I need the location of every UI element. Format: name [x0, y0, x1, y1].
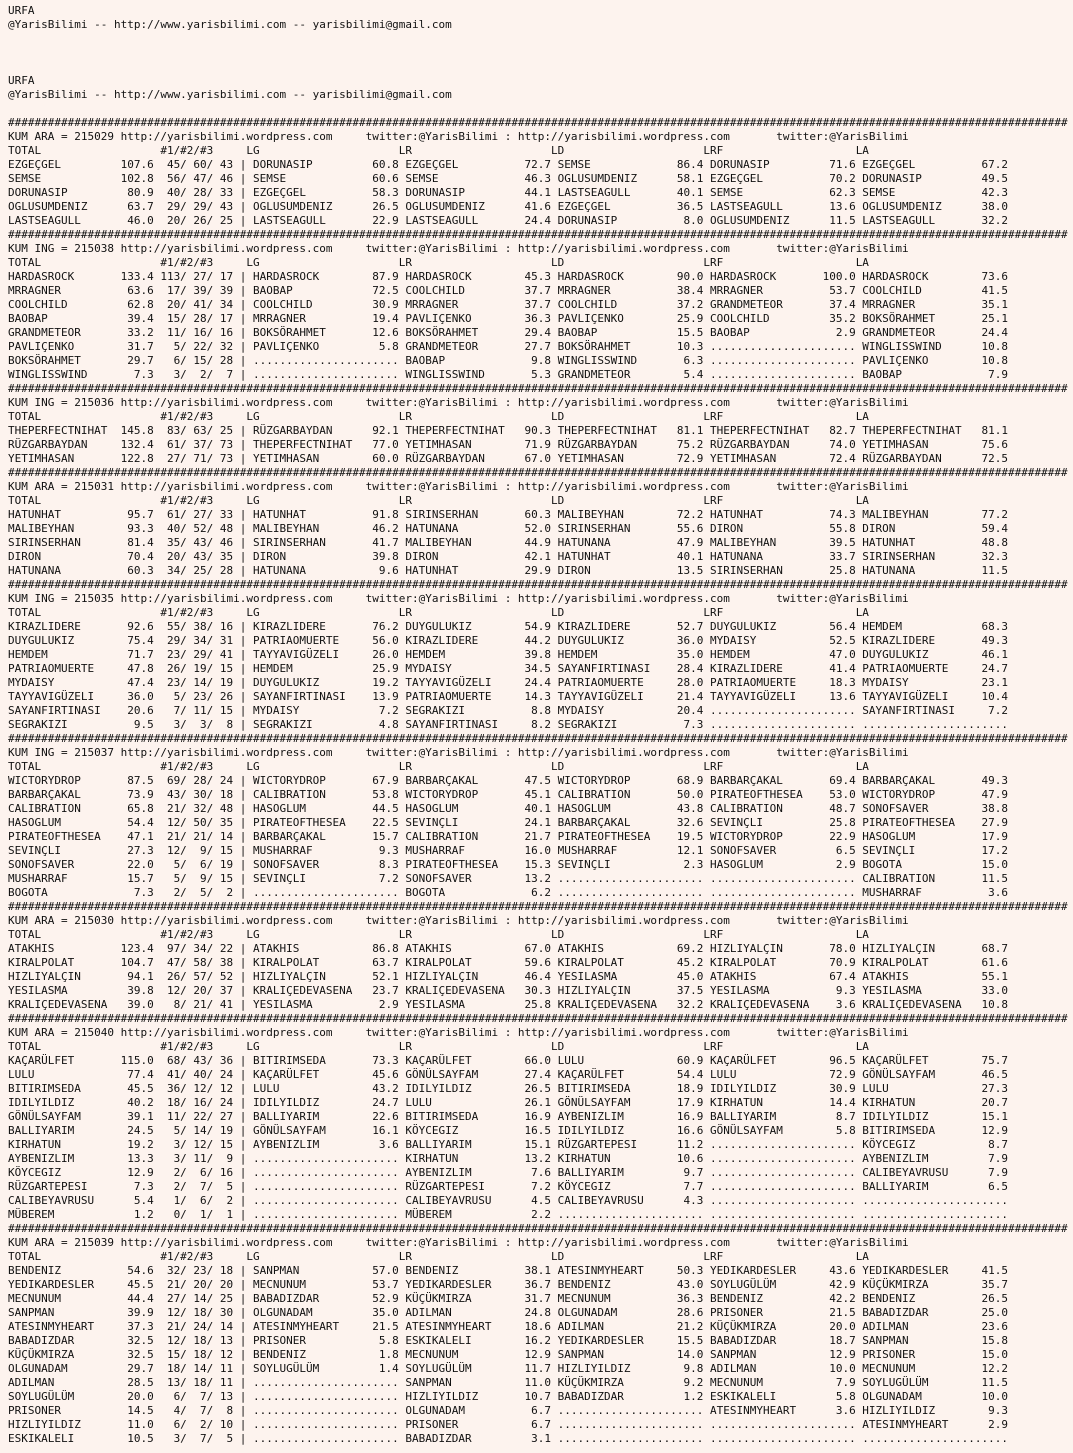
column-header-line: TOTAL #1/#2/#3 LG LR LD LRF LA	[8, 760, 869, 773]
column-header-line: TOTAL #1/#2/#3 LG LR LD LRF LA	[8, 494, 869, 507]
table-row: HATUNHAT 95.7 61/ 27/ 33 | HATUNHAT 91.8 SIRINSERHAN 60.3 MALIBEYHAN 72.2 HATUNHAT 74.3 MALIBEYHAN 77.2	[8, 508, 1009, 521]
separator-line: ################################################################################################################################################################	[8, 1222, 1068, 1235]
table-row: RÜZGARTEPESI 7.3 2/ 7/ 5 | ...................... RÜZGARTEPESI 7.2 KÖYCEGIZ 7.7 ...................... BALLIYARIM 6.5	[8, 1180, 1009, 1193]
table-row: WINGLISSWIND 7.3 3/ 2/ 7 | ...................... WINGLISSWIND 5.3 GRANDMETEOR 5.4 ...................... BAOBAP 7.9	[8, 368, 1009, 381]
table-row: PAVLIÇENKO 31.7 5/ 22/ 32 | PAVLIÇENKO 5.8 GRANDMETEOR 27.7 BOKSÖRAHMET 10.3 ...................... WINGLISSWIND 10.8	[8, 340, 1009, 353]
table-row: LULU 77.4 41/ 40/ 24 | KAÇARÜLFET 45.6 GÖNÜLSAYFAM 27.4 KAÇARÜLFET 54.4 LULU 72.9 GÖNÜLSAYFAM 46.5	[8, 1068, 1009, 1081]
table-row: IDILYILDIZ 40.2 18/ 16/ 24 | IDILYILDIZ 24.7 LULU 26.1 GÖNÜLSAYFAM 17.9 KIRHATUN 14.4 KIRHATUN 20.7	[8, 1096, 1009, 1109]
blank-line	[8, 46, 1068, 60]
table-row: MYDAISY 47.4 23/ 14/ 19 | DUYGULUKIZ 19.2 TAYYAVIGÜZELI 24.4 PATRIAOMUERTE 28.0 PATRIAOMUERTE 18.3 MYDAISY 23.1	[8, 676, 1009, 689]
separator-line: ################################################################################################################################################################	[8, 578, 1068, 591]
table-row: SANPMAN 39.9 12/ 18/ 30 | OLGUNADAM 35.0 ADILMAN 24.8 OLGUNADAM 28.6 PRISONER 21.5 BABADIZDAR 25.0	[8, 1306, 1009, 1319]
table-row: MÜBEREM 1.2 0/ 1/ 1 | ...................... MÜBEREM 2.2 ...................... ...................... ......................	[8, 1208, 1009, 1221]
table-row: DUYGULUKIZ 75.4 29/ 34/ 31 | PATRIAOMUERTE 56.0 KIRAZLIDERE 44.2 DUYGULUKIZ 36.0 MYDAISY 52.5 KIRAZLIDERE 49.3	[8, 634, 1009, 647]
table-row: YETIMHASAN 122.8 27/ 71/ 73 | YETIMHASAN 60.0 RÜZGARBAYDAN 67.0 YETIMHASAN 72.9 YETIMHASAN 72.4 RÜZGARBAYDAN 72.5	[8, 452, 1009, 465]
table-row: SEVINÇLI 27.3 12/ 9/ 15 | MUSHARRAF 9.3 MUSHARRAF 16.0 MUSHARRAF 12.1 SONOFSAVER 6.5 SEVINÇLI 17.2	[8, 844, 1009, 857]
table-row: BABADIZDAR 32.5 12/ 18/ 13 | PRISONER 5.8 ESKIKALELI 16.2 YEDIKARDESLER 15.5 BABADIZDAR 18.7 SANPMAN 15.8	[8, 1334, 1009, 1347]
race-header-line: KUM ING = 215035 http://yarisbilimi.wordpress.com twitter:@YarisBilimi : http://yarisbilimi.wordpress.com twitter:@YarisBilimi	[8, 592, 909, 605]
column-header-line: TOTAL #1/#2/#3 LG LR LD LRF LA	[8, 606, 869, 619]
table-row: SEGRAKIZI 9.5 3/ 3/ 8 | SEGRAKIZI 4.8 SAYANFIRTINASI 8.2 SEGRAKIZI 7.3 ...................... ......................	[8, 718, 1009, 731]
table-row: HIZLIYALÇIN 94.1 26/ 57/ 52 | HIZLIYALÇIN 52.1 HIZLIYALÇIN 46.4 YESILASMA 45.0 ATAKHIS 67.4 ATAKHIS 55.1	[8, 970, 1009, 983]
table-row: OGLUSUMDENIZ 63.7 29/ 29/ 43 | OGLUSUMDENIZ 26.5 OGLUSUMDENIZ 41.6 EZGEÇGEL 36.5 LASTSEAGULL 13.6 OGLUSUMDENIZ 38.0	[8, 200, 1009, 213]
race-header-line: KUM ARA = 215031 http://yarisbilimi.wordpress.com twitter:@YarisBilimi : http://yarisbilimi.wordpress.com twitter:@YarisBilimi	[8, 480, 909, 493]
table-row: BARBARÇAKAL 73.9 43/ 30/ 18 | CALIBRATION 53.8 WICTORYDROP 45.1 CALIBRATION 50.0 PIRATEOFTHESEA 53.0 WICTORYDROP 47.9	[8, 788, 1009, 801]
table-row: KÖYCEGIZ 12.9 2/ 6/ 16 | ...................... AYBENIZLIM 7.6 BALLIYARIM 9.7 ...................... CALIBEYAVRUSU 7.9	[8, 1166, 1009, 1179]
separator-line: ################################################################################################################################################################	[8, 228, 1068, 241]
race-header-line: KUM ARA = 215029 http://yarisbilimi.wordpress.com twitter:@YarisBilimi : http://yarisbilimi.wordpress.com twitter:@YarisBilimi	[8, 130, 909, 143]
table-row: BENDENIZ 54.6 32/ 23/ 18 | SANPMAN 57.0 BENDENIZ 38.1 ATESINMYHEART 50.3 YEDIKARDESLER 43.6 YEDIKARDESLER 41.5	[8, 1264, 1009, 1277]
table-row: LASTSEAGULL 46.0 20/ 26/ 25 | LASTSEAGULL 22.9 LASTSEAGULL 24.4 DORUNASIP 8.0 OGLUSUMDENIZ 11.5 LASTSEAGULL 32.2	[8, 214, 1009, 227]
blank-line	[8, 102, 1068, 116]
table-row: SAYANFIRTINASI 20.6 7/ 11/ 15 | MYDAISY 7.2 SEGRAKIZI 8.8 MYDAISY 20.4 ...................... SAYANFIRTINASI 7.2	[8, 704, 1009, 717]
table-row: ATAKHIS 123.4 97/ 34/ 22 | ATAKHIS 86.8 ATAKHIS 67.0 ATAKHIS 69.2 HIZLIYALÇIN 78.0 HIZLIYALÇIN 68.7	[8, 942, 1009, 955]
table-row: WICTORYDROP 87.5 69/ 28/ 24 | WICTORYDROP 67.9 BARBARÇAKAL 47.5 WICTORYDROP 68.9 BARBARÇAKAL 69.4 BARBARÇAKAL 49.3	[8, 774, 1009, 787]
text-line: @YarisBilimi -- http://www.yarisbilimi.com -- yarisbilimi@gmail.com	[8, 88, 452, 101]
table-row: AYBENIZLIM 13.3 3/ 11/ 9 | ...................... KIRHATUN 13.2 KIRHATUN 10.6 ...................... AYBENIZLIM 7.9	[8, 1152, 1009, 1165]
table-row: BOKSÖRAHMET 29.7 6/ 15/ 28 | ...................... BAOBAP 9.8 WINGLISSWIND 6.3 ...................... PAVLIÇENKO 10.8	[8, 354, 1009, 367]
table-row: CALIBRATION 65.8 21/ 32/ 48 | HASOGLUM 44.5 HASOGLUM 40.1 HASOGLUM 43.8 CALIBRATION 48.7 SONOFSAVER 38.8	[8, 802, 1009, 815]
table-row: MECNUNUM 44.4 27/ 14/ 25 | BABADIZDAR 52.9 KÜÇÜKMIRZA 31.7 MECNUNUM 36.3 BENDENIZ 42.2 BENDENIZ 26.5	[8, 1292, 1009, 1305]
table-row: HARDASROCK 133.4 113/ 27/ 17 | HARDASROCK 87.9 HARDASROCK 45.3 HARDASROCK 90.0 HARDASROCK 100.0 HARDASROCK 73.6	[8, 270, 1009, 283]
table-row: SEMSE 102.8 56/ 47/ 46 | SEMSE 60.6 SEMSE 46.3 OGLUSUMDENIZ 58.1 EZGEÇGEL 70.2 DORUNASIP 49.5	[8, 172, 1009, 185]
race-header-line: KUM ING = 215036 http://yarisbilimi.wordpress.com twitter:@YarisBilimi : http://yarisbilimi.wordpress.com twitter:@YarisBilimi	[8, 396, 909, 409]
column-header-line: TOTAL #1/#2/#3 LG LR LD LRF LA	[8, 928, 869, 941]
table-row: MALIBEYHAN 93.3 40/ 52/ 48 | MALIBEYHAN 46.2 HATUNANA 52.0 SIRINSERHAN 55.6 DIRON 55.8 DIRON 59.4	[8, 522, 1009, 535]
table-row: HIZLIYILDIZ 11.0 6/ 2/ 10 | ...................... PRISONER 6.7 ...................... ...................... ATESINMYHEART 2.9	[8, 1418, 1009, 1431]
column-header-line: TOTAL #1/#2/#3 LG LR LD LRF LA	[8, 1040, 869, 1053]
table-row: KIRAZLIDERE 92.6 55/ 38/ 16 | KIRAZLIDERE 76.2 DUYGULUKIZ 54.9 KIRAZLIDERE 52.7 DUYGULUKIZ 56.4 HEMDEM 68.3	[8, 620, 1009, 633]
separator-line: ################################################################################################################################################################	[8, 382, 1068, 395]
table-row: TAYYAVIGÜZELI 36.0 5/ 23/ 26 | SAYANFIRTINASI 13.9 PATRIAOMUERTE 14.3 TAYYAVIGÜZELI 21.4 TAYYAVIGÜZELI 13.6 TAYYAVIGÜZELI 10.4	[8, 690, 1009, 703]
race-header-line: KUM ING = 215038 http://yarisbilimi.wordpress.com twitter:@YarisBilimi : http://yarisbilimi.wordpress.com twitter:@YarisBilimi	[8, 242, 909, 255]
text-line: URFA	[8, 74, 35, 87]
separator-line: ################################################################################################################################################################	[8, 900, 1068, 913]
table-row: PRISONER 14.5 4/ 7/ 8 | ...................... OLGUNADAM 6.7 ...................... ATESINMYHEART 3.6 HIZLIYILDIZ 9.3	[8, 1404, 1009, 1417]
table-row: SOYLUGÜLÜM 20.0 6/ 7/ 13 | ...................... HIZLIYILDIZ 10.7 BABADIZDAR 1.2 ESKIKALELI 5.8 OLGUNADAM 10.0	[8, 1390, 1009, 1403]
table-row: YESILASMA 39.8 12/ 20/ 37 | KRALIÇEDEVASENA 23.7 KRALIÇEDEVASENA 30.3 HIZLIYALÇIN 37.5 YESILASMA 9.3 YESILASMA 33.0	[8, 984, 1009, 997]
table-row: RÜZGARBAYDAN 132.4 61/ 37/ 73 | THEPERFECTNIHAT 77.0 YETIMHASAN 71.9 RÜZGARBAYDAN 75.2 RÜZGARBAYDAN 74.0 YETIMHASAN 75.6	[8, 438, 1009, 451]
separator-line: ################################################################################################################################################################	[8, 732, 1068, 745]
table-row: KAÇARÜLFET 115.0 68/ 43/ 36 | BITIRIMSEDA 73.3 KAÇARÜLFET 66.0 LULU 60.9 KAÇARÜLFET 96.5 KAÇARÜLFET 75.7	[8, 1054, 1009, 1067]
table-row: KÜÇÜKMIRZA 32.5 15/ 18/ 12 | BENDENIZ 1.8 MECNUNUM 12.9 SANPMAN 14.0 SANPMAN 12.9 PRISONER 15.0	[8, 1348, 1009, 1361]
column-header-line: TOTAL #1/#2/#3 LG LR LD LRF LA	[8, 1250, 869, 1263]
text-line: @YarisBilimi -- http://www.yarisbilimi.com -- yarisbilimi@gmail.com	[8, 18, 452, 31]
race-header-line: KUM ING = 215037 http://yarisbilimi.wordpress.com twitter:@YarisBilimi : http://yarisbilimi.wordpress.com twitter:@YarisBilimi	[8, 746, 909, 759]
table-row: KIRHATUN 19.2 3/ 12/ 15 | AYBENIZLIM 3.6 BALLIYARIM 15.1 RÜZGARTEPESI 11.2 ...................... KÖYCEGIZ 8.7	[8, 1138, 1009, 1151]
table-row: BAOBAP 39.4 15/ 28/ 17 | MRRAGNER 19.4 PAVLIÇENKO 36.3 PAVLIÇENKO 25.9 COOLCHILD 35.2 BOKSÖRAHMET 25.1	[8, 312, 1009, 325]
race-stats-document	[8, 4, 1068, 1446]
separator-line: ################################################################################################################################################################	[8, 116, 1068, 129]
table-row: MRRAGNER 63.6 17/ 39/ 39 | BAOBAP 72.5 COOLCHILD 37.7 MRRAGNER 38.4 MRRAGNER 53.7 COOLCHILD 41.5	[8, 284, 1009, 297]
table-row: OLGUNADAM 29.7 18/ 14/ 11 | SOYLUGÜLÜM 1.4 SOYLUGÜLÜM 11.7 HIZLIYILDIZ 9.8 ADILMAN 10.0 MECNUNUM 12.2	[8, 1362, 1009, 1375]
race-header-line: KUM ARA = 215040 http://yarisbilimi.wordpress.com twitter:@YarisBilimi : http://yarisbilimi.wordpress.com twitter:@YarisBilimi	[8, 1026, 909, 1039]
table-row: BITIRIMSEDA 45.5 36/ 12/ 12 | LULU 43.2 IDILYILDIZ 26.5 BITIRIMSEDA 18.9 IDILYILDIZ 30.9 LULU 27.3	[8, 1082, 1009, 1095]
column-header-line: TOTAL #1/#2/#3 LG LR LD LRF LA	[8, 410, 869, 423]
table-row: BALLIYARIM 24.5 5/ 14/ 19 | GÖNÜLSAYFAM 16.1 KÖYCEGIZ 16.5 IDILYILDIZ 16.6 GÖNÜLSAYFAM 5.8 BITIRIMSEDA 12.9	[8, 1124, 1009, 1137]
table-row: ESKIKALELI 10.5 3/ 7/ 5 | ...................... BABADIZDAR 3.1 ...................... ...................... ......................	[8, 1432, 1009, 1445]
table-row: GÖNÜLSAYFAM 39.1 11/ 22/ 27 | BALLIYARIM 22.6 BITIRIMSEDA 16.9 AYBENIZLIM 16.9 BALLIYARIM 8.7 IDILYILDIZ 15.1	[8, 1110, 1009, 1123]
table-row: ADILMAN 28.5 13/ 18/ 11 | ...................... SANPMAN 11.0 KÜÇÜKMIRZA 9.2 MECNUNUM 7.9 SOYLUGÜLÜM 11.5	[8, 1376, 1009, 1389]
table-row: CALIBEYAVRUSU 5.4 1/ 6/ 2 | ...................... CALIBEYAVRUSU 4.5 CALIBEYAVRUSU 4.3 ...................... ......................	[8, 1194, 1009, 1207]
table-row: KIRALPOLAT 104.7 47/ 58/ 38 | KIRALPOLAT 63.7 KIRALPOLAT 59.6 KIRALPOLAT 45.2 KIRALPOLAT 70.9 KIRALPOLAT 61.6	[8, 956, 1009, 969]
table-row: THEPERFECTNIHAT 145.8 83/ 63/ 25 | RÜZGARBAYDAN 92.1 THEPERFECTNIHAT 90.3 THEPERFECTNIHAT 81.1 THEPERFECTNIHAT 82.7 THEPERFECTNIHAT 81.1	[8, 424, 1009, 437]
table-row: BOGOTA 7.3 2/ 5/ 2 | ...................... BOGOTA 6.2 ...................... ...................... MUSHARRAF 3.6	[8, 886, 1009, 899]
table-row: HEMDEM 71.7 23/ 29/ 41 | TAYYAVIGÜZELI 26.0 HEMDEM 39.8 HEMDEM 35.0 HEMDEM 47.0 DUYGULUKIZ 46.1	[8, 648, 1009, 661]
blank-line	[8, 32, 1068, 46]
table-row: HASOGLUM 54.4 12/ 50/ 35 | PIRATEOFTHESEA 22.5 SEVINÇLI 24.1 BARBARÇAKAL 32.6 SEVINÇLI 25.8 PIRATEOFTHESEA 27.9	[8, 816, 1009, 829]
table-row: PIRATEOFTHESEA 47.1 21/ 21/ 14 | BARBARÇAKAL 15.7 CALIBRATION 21.7 PIRATEOFTHESEA 19.5 WICTORYDROP 22.9 HASOGLUM 17.9	[8, 830, 1009, 843]
table-row: SONOFSAVER 22.0 5/ 6/ 19 | SONOFSAVER 8.3 PIRATEOFTHESEA 15.3 SEVINÇLI 2.3 HASOGLUM 2.9 BOGOTA 15.0	[8, 858, 1009, 871]
column-header-line: TOTAL #1/#2/#3 LG LR LD LRF LA	[8, 144, 869, 157]
text-line: URFA	[8, 4, 35, 17]
table-row: DIRON 70.4 20/ 43/ 35 | DIRON 39.8 DIRON 42.1 HATUNHAT 40.1 HATUNANA 33.7 SIRINSERHAN 32.3	[8, 550, 1009, 563]
table-row: GRANDMETEOR 33.2 11/ 16/ 16 | BOKSÖRAHMET 12.6 BOKSÖRAHMET 29.4 BAOBAP 15.5 BAOBAP 2.9 GRANDMETEOR 24.4	[8, 326, 1009, 339]
table-row: HATUNANA 60.3 34/ 25/ 28 | HATUNANA 9.6 HATUNHAT 29.9 DIRON 13.5 SIRINSERHAN 25.8 HATUNANA 11.5	[8, 564, 1009, 577]
separator-line: ################################################################################################################################################################	[8, 466, 1068, 479]
race-header-line: KUM ARA = 215039 http://yarisbilimi.wordpress.com twitter:@YarisBilimi : http://yarisbilimi.wordpress.com twitter:@YarisBilimi	[8, 1236, 909, 1249]
column-header-line: TOTAL #1/#2/#3 LG LR LD LRF LA	[8, 256, 869, 269]
table-row: MUSHARRAF 15.7 5/ 9/ 15 | SEVINÇLI 7.2 SONOFSAVER 13.2 ...................... ...................... CALIBRATION 11.5	[8, 872, 1009, 885]
race-header-line: KUM ARA = 215030 http://yarisbilimi.wordpress.com twitter:@YarisBilimi : http://yarisbilimi.wordpress.com twitter:@YarisBilimi	[8, 914, 909, 927]
table-row: COOLCHILD 62.8 20/ 41/ 34 | COOLCHILD 30.9 MRRAGNER 37.7 COOLCHILD 37.2 GRANDMETEOR 37.4 MRRAGNER 35.1	[8, 298, 1009, 311]
table-row: YEDIKARDESLER 45.5 21/ 20/ 20 | MECNUNUM 53.7 YEDIKARDESLER 36.7 BENDENIZ 43.0 SOYLUGÜLÜM 42.9 KÜÇÜKMIRZA 35.7	[8, 1278, 1009, 1291]
table-row: ATESINMYHEART 37.3 21/ 24/ 14 | ATESINMYHEART 21.5 ATESINMYHEART 18.6 ADILMAN 21.2 KÜÇÜKMIRZA 20.0 ADILMAN 23.6	[8, 1320, 1009, 1333]
table-row: EZGEÇGEL 107.6 45/ 60/ 43 | DORUNASIP 60.8 EZGEÇGEL 72.7 SEMSE 86.4 DORUNASIP 71.6 EZGEÇGEL 67.2	[8, 158, 1009, 171]
blank-line	[8, 60, 1068, 74]
table-row: DORUNASIP 80.9 40/ 28/ 33 | EZGEÇGEL 58.3 DORUNASIP 44.1 LASTSEAGULL 40.1 SEMSE 62.3 SEMSE 42.3	[8, 186, 1009, 199]
separator-line: ################################################################################################################################################################	[8, 1012, 1068, 1025]
table-row: KRALIÇEDEVASENA 39.0 8/ 21/ 41 | YESILASMA 2.9 YESILASMA 25.8 KRALIÇEDEVASENA 32.2 KRALIÇEDEVASENA 3.6 KRALIÇEDEVASENA 10.8	[8, 998, 1009, 1011]
table-row: PATRIAOMUERTE 47.8 26/ 19/ 15 | HEMDEM 25.9 MYDAISY 34.5 SAYANFIRTINASI 28.4 KIRAZLIDERE 41.4 PATRIAOMUERTE 24.7	[8, 662, 1009, 675]
table-row: SIRINSERHAN 81.4 35/ 43/ 46 | SIRINSERHAN 41.7 MALIBEYHAN 44.9 HATUNANA 47.9 MALIBEYHAN 39.5 HATUNHAT 48.8	[8, 536, 1009, 549]
